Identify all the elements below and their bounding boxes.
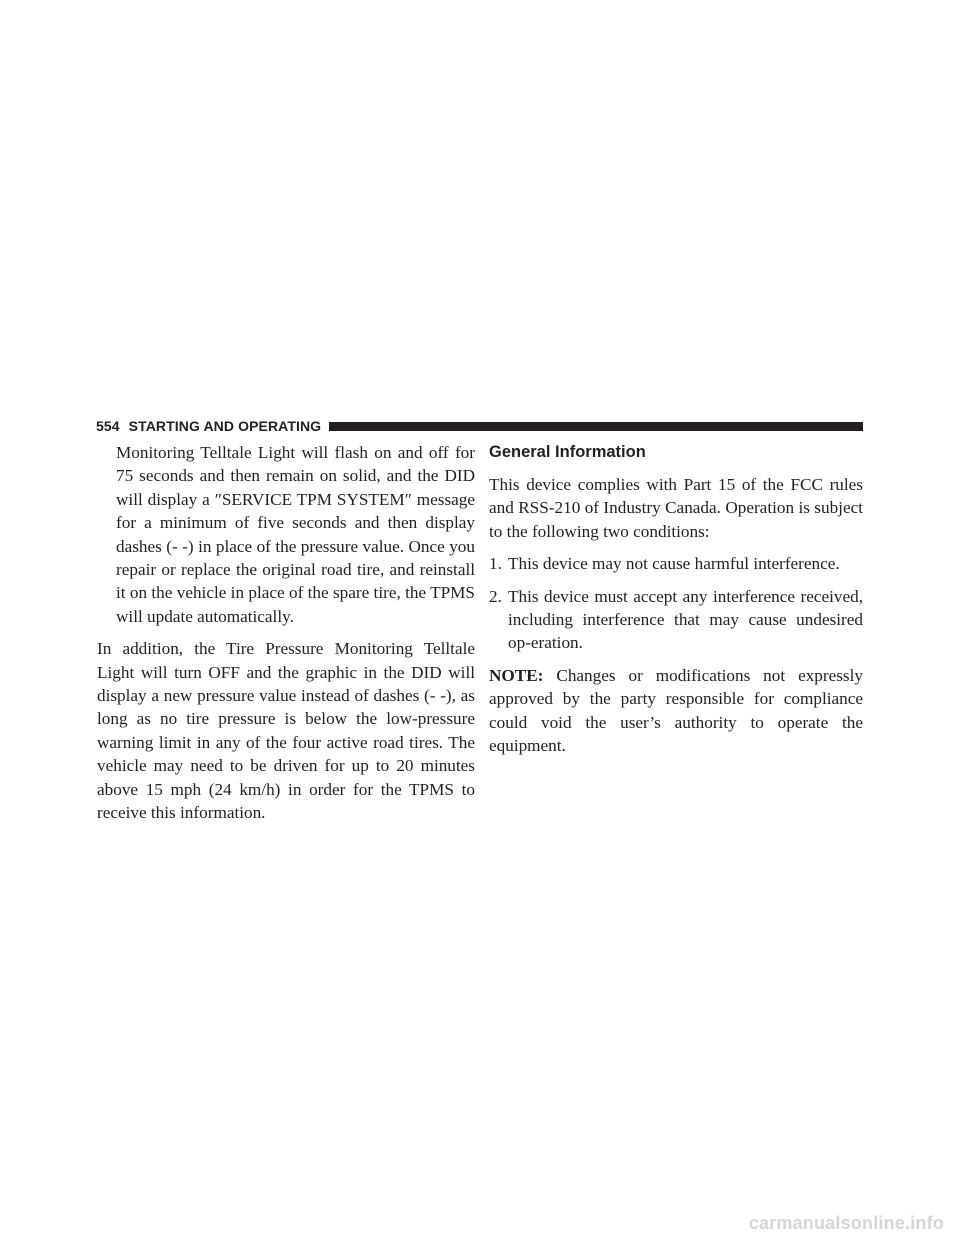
list-item-number: 1. bbox=[489, 554, 502, 574]
running-header bbox=[96, 418, 321, 434]
continued-paragraph: Monitoring Telltale Light will flash on and off for 75 seconds and then remain on solid, and the DID will display a ″SERVICE TPM SYSTEM″ message for a minimum of five seconds and then display dashes (- -) in place of the pressure value. Once you repair or replace the original road tire, and reinstall it on the vehicle in place of the spare tire, the TPMS will update automatically. bbox=[116, 443, 475, 626]
section-heading: General Information bbox=[489, 443, 646, 461]
left-column bbox=[97, 441, 475, 834]
list-item bbox=[489, 585, 863, 655]
list-item-text: This device may not cause harmful interference. bbox=[508, 554, 840, 574]
right-column bbox=[489, 441, 863, 766]
header-rule bbox=[329, 422, 863, 431]
list-item bbox=[489, 552, 863, 575]
paragraph-tpms-update: In addition, the Tire Pressure Monitoring Telltale Light will turn OFF and the graphic in the DID will display a new pressure value instead of dashes (- -), as long as no tire pressure is below the low-pressure warning limit in any of the four active road tires. The vehicle may need to be driven for up to 20 minutes above 15 mph (24 km/h) in order for the TPMS to receive this information. bbox=[97, 639, 475, 823]
note-label: NOTE: bbox=[489, 665, 544, 685]
section-title: STARTING AND OPERATING bbox=[128, 418, 322, 434]
note-paragraph bbox=[489, 664, 863, 758]
note-text: Changes or modifications not expressly approved by the party responsible for compliance could void the user’s authority to operate the equipment. bbox=[489, 665, 863, 756]
page-number: 554 bbox=[96, 418, 120, 434]
list-item-number: 2. bbox=[489, 586, 502, 606]
intro-paragraph: This device complies with Part 15 of the FCC rules and RSS-210 of Industry Canada. Operation is subject to the following two conditions: bbox=[489, 475, 863, 541]
watermark: carmanualsonline.info bbox=[748, 1213, 944, 1233]
page-header bbox=[96, 417, 863, 435]
list-item-text: This device must accept any interference received, including interference that may cause undesired op-eration. bbox=[508, 586, 863, 653]
